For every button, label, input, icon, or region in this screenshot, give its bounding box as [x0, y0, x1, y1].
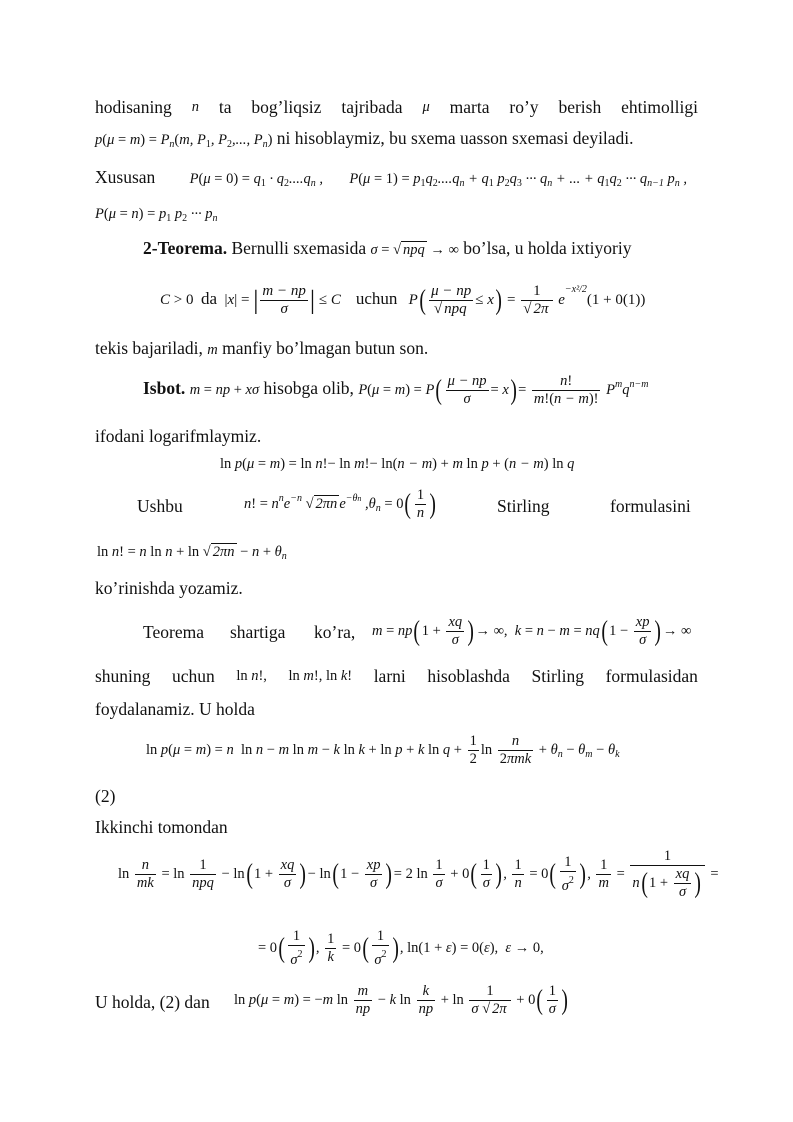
word: ehtimolligi	[621, 97, 698, 117]
word: formulasidan	[605, 666, 698, 686]
formula-final: ln p(μ = m) = −m ln $\frac{m}{np}$ − k ln $\frac{k}{np}$ + ln $\frac{1}{\sigma √ 2\pi}$ + 0( $\frac{1}{\sigma}$ )	[234, 983, 568, 1017]
paragraph-line-14	[95, 664, 698, 688]
formula-ln-p: ln p(μ = m) = ln n!− ln m!− ln(n − m) + m ln p + (n − m) ln q	[220, 456, 575, 472]
formula-pn: $P(\mu = n) = p_1$ $p_2$ ··· $p_n$	[95, 206, 218, 224]
paragraph-line-17	[95, 815, 698, 839]
word: uchun	[171, 666, 215, 686]
paragraph-line-4	[95, 200, 698, 231]
formula-condition: C > 0 da |x| = | $\frac{m - np}{\sigma}$ | ≤ C uchun P( $\frac{\mu - np}{\text{√ npq}}$ ≤ x) = $\frac{1}{√ 2\pi}$ $e^{-x^2/2}(1 + 0(1))$	[160, 283, 646, 318]
paragraph-line-1	[95, 95, 698, 119]
text: ifodani logarifmlaymiz.	[95, 426, 262, 446]
word: marta	[449, 97, 490, 117]
paragraph-line-2	[95, 126, 698, 157]
text: Stirling	[497, 496, 550, 516]
word: ro’y	[509, 97, 539, 117]
formula-m-def: m = np + xσ	[189, 382, 260, 398]
math-m: m	[207, 342, 218, 358]
formula-sigma: σ = √ npq → ∞	[370, 242, 459, 258]
word: hisoblashda	[427, 666, 510, 686]
text: Ushbu	[137, 496, 183, 516]
formula-binomial: P(μ = m) = P( $\frac{\mu - np}{\sigma}$ = x)= $\frac{n!}{m!(n - m)!}$ $P^mq^{n-m}$	[358, 373, 649, 408]
text: Ikkinchi tomondan	[95, 817, 228, 837]
paragraph-line-3	[95, 165, 698, 196]
text: Xususan	[95, 167, 156, 187]
proof-line	[95, 373, 698, 408]
proof-label: Isbot.	[143, 378, 186, 398]
formula-p0: $P(\mu = 0) = q_1 \cdot q_2....q_n$ ,	[189, 171, 323, 189]
formula-p-mu-m: $p(\mu = m) = P_n(m$, $P_1$, $P_2$,..., $P_n$)	[95, 132, 273, 150]
theorem-line	[95, 236, 698, 262]
equation-number	[95, 784, 698, 808]
word: shuning	[95, 666, 151, 686]
word: tajribada	[341, 97, 403, 117]
text: manfiy bo’lmagan butun son.	[222, 338, 429, 358]
text: formulasini	[610, 496, 691, 516]
text: ni hisoblaymiz, bu sxema uasson sxemasi deyiladi.	[276, 128, 634, 148]
text: shartiga	[230, 622, 286, 642]
text: Teorema	[143, 622, 204, 642]
formula-limits: m = np(1 + $\frac{xq}{\sigma}$ )→ ∞, k = n − m = nq(1 − $\frac{xp}{\sigma}$ )→ ∞	[372, 614, 692, 648]
paragraph-line-7	[95, 336, 698, 362]
word: Stirling	[531, 666, 585, 686]
math-ln-nfact: ln n!,	[236, 668, 267, 684]
math-ln-mk: ln m!, ln k!	[288, 668, 353, 684]
formula-eq-2: ln p(μ = m) = n ln n − m ln m − k ln k + ln p + k ln q + $\frac{1}{2}$ ln $\frac{n}{\text{2πmk}}$ + $\theta_n - \theta_m - \theta_k$	[146, 733, 620, 767]
text: uchun	[355, 289, 398, 308]
word: berish	[558, 97, 602, 117]
word: hodisaning	[95, 97, 172, 117]
text: tekis bajariladi,	[95, 338, 203, 358]
theorem-label: 2-Teorema.	[143, 238, 228, 258]
formula-p1: $P(\mu = 1) = p_1q_2....q_n + q_1$ $p_2q_3$ ··· $q_n$ + ... + $q_1q_2$ ··· $q_{n-1}$ $p_n$ ,	[349, 171, 687, 189]
word: bog’liqsiz	[251, 97, 322, 117]
text: bo’lsa, u holda ixtiyoriy	[463, 238, 632, 258]
text: Bernulli sxemasida	[231, 238, 367, 258]
word: ta	[218, 97, 232, 117]
word: larni	[373, 666, 406, 686]
text: (2)	[95, 786, 116, 806]
text: da	[200, 289, 218, 308]
formula-expansion-2: = 0( $\frac{1}{\sigma^2}$ ), $\frac{1}{k}$ = 0( $\frac{1}{\sigma^2}$ ), ln(1 + ε) = 0(ε), ε → 0,	[258, 928, 544, 968]
text: ko’ra,	[314, 622, 356, 642]
text: foydalanamiz. U holda	[95, 699, 255, 719]
text: hisobga olib,	[263, 378, 354, 398]
math-n: n	[191, 99, 199, 115]
formula-expansion-1: ln $\frac{n}{mk}$ = ln $\frac{1}{\text{npq}}$ − ln(1 + $\frac{xq}{\sigma}$ )− ln(1 − $\frac{xp}{\sigma}$ )= 2 ln $\frac{1}{\sigma}$ + 0( $\frac{1}{\sigma}$ ), $\frac{1}{n}$ = 0( $\frac{1}{\sigma^2}$ ), $\frac{1}{m}$ = 1 n(1 + $\frac{xq}{\sigma}$ ) =	[118, 848, 719, 900]
paragraph-line-15	[95, 697, 698, 721]
text: ko’rinishda yozamiz.	[95, 578, 243, 598]
text: U holda, (2) dan	[95, 992, 210, 1012]
formula-ln-nfact: ln n! = n ln n + ln √ $2\pi n - n + \theta_n$	[97, 544, 287, 562]
paragraph-line-12	[95, 576, 698, 600]
formula-stirling: n! = $n^ne^{-n}$ √ 2πn $e^{-\theta n}$ $,\theta_n = 0$( $\frac{1}{n}$ )	[244, 487, 436, 521]
paragraph-line-9	[95, 424, 698, 448]
math-mu: μ	[422, 99, 430, 115]
